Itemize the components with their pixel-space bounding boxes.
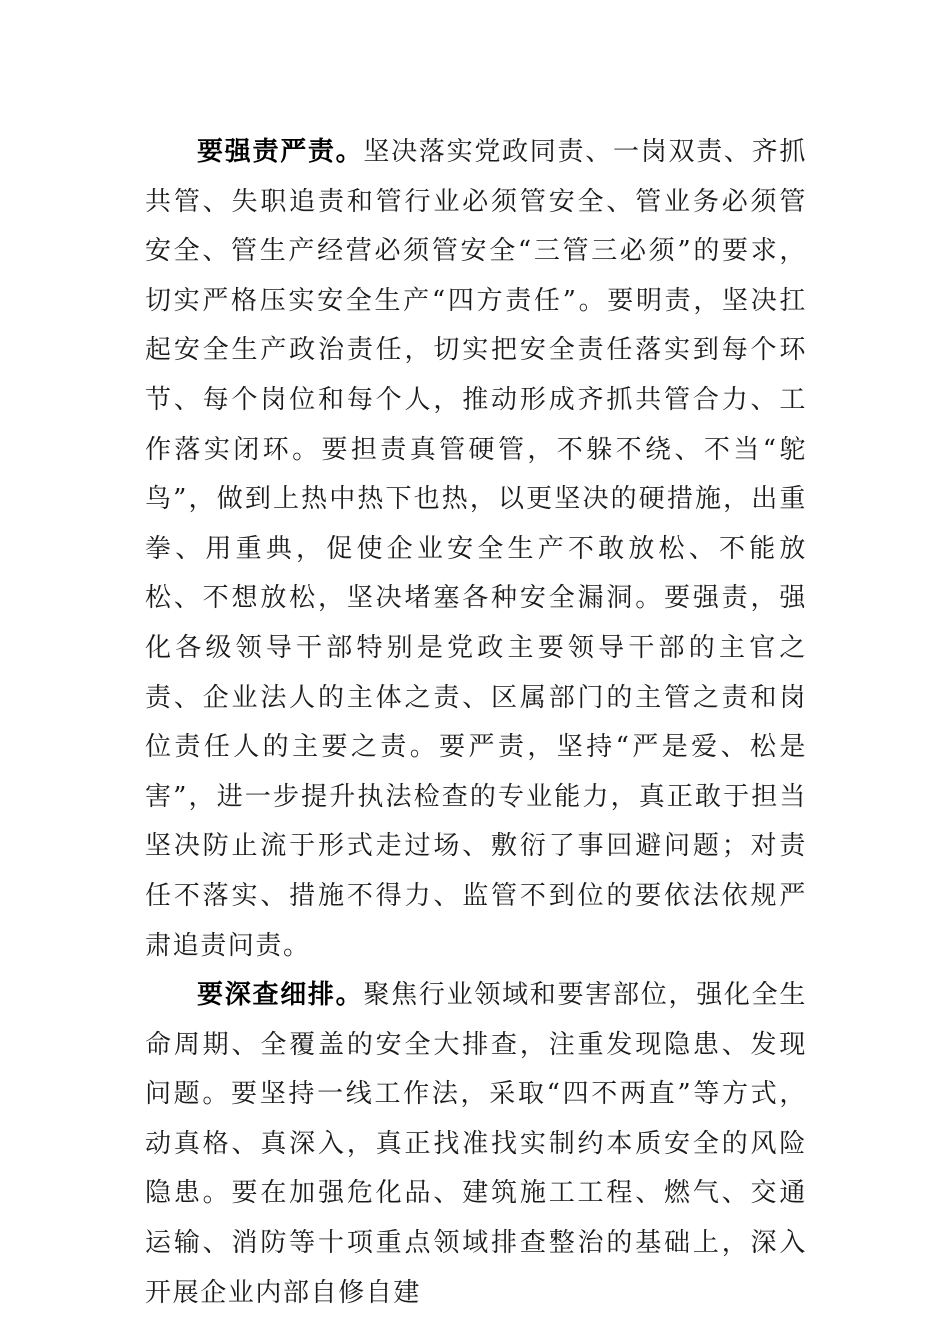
paragraph-text: 坚决落实党政同责、一岗双责、齐抓共管、失职追责和管行业必须管安全、管业务必须管安全、管生产经营必须管安全“三管三必须”的要求，切实严格压实安全生产“四方责任”。要明责，坚决扛起安全生产政治责任，切实把安全责任落实到每个环节、每个岗位和每个人，推动形成齐抓共管合力、工作落实闭环。要担责真管硬管，不躲不绕、不当“鸵鸟”，做到上热中热下也热，以更坚决的硬措施，出重拳、用重典，促使企业安全生产不敢放松、不能放松、不想放松，坚决堵塞各种安全漏洞。要强责，强化各级领导干部特别是党政主要领导干部的主官之责、企业法人的主体之责、区属部门的主管之责和岗位责任人的主要之责。要严责，坚持“严是爱、松是害”，进一步提升执法检查的专业能力，真正敢于担当坚决防止流于形式走过场、敷衍了事回避问题；对责任不落实、措施不得力、监管不到位的要依法依规严肃追责问责。 — [145, 137, 807, 961]
document-body — [145, 128, 807, 1318]
paragraph-text: 聚焦行业领域和要害部位，强化全生命周期、全覆盖的安全大排查，注重发现隐患、发现问题。要坚持一线工作法，采取“四不两直”等方式，动真格、真深入，真正找准找实制约本质安全的风险隐患。要在加强危化品、建筑施工工程、燃气、交通运输、消防等十项重点领域排查整治的基础上，深入开展企业内部自修自建 — [145, 980, 807, 1308]
paragraph-lead-heading: 要强责严责。 — [197, 137, 364, 167]
paragraph-lead-heading: 要深查细排。 — [197, 980, 364, 1011]
paragraph-deep-inspection — [145, 971, 807, 1318]
paragraph-strengthen-responsibility — [145, 128, 807, 971]
